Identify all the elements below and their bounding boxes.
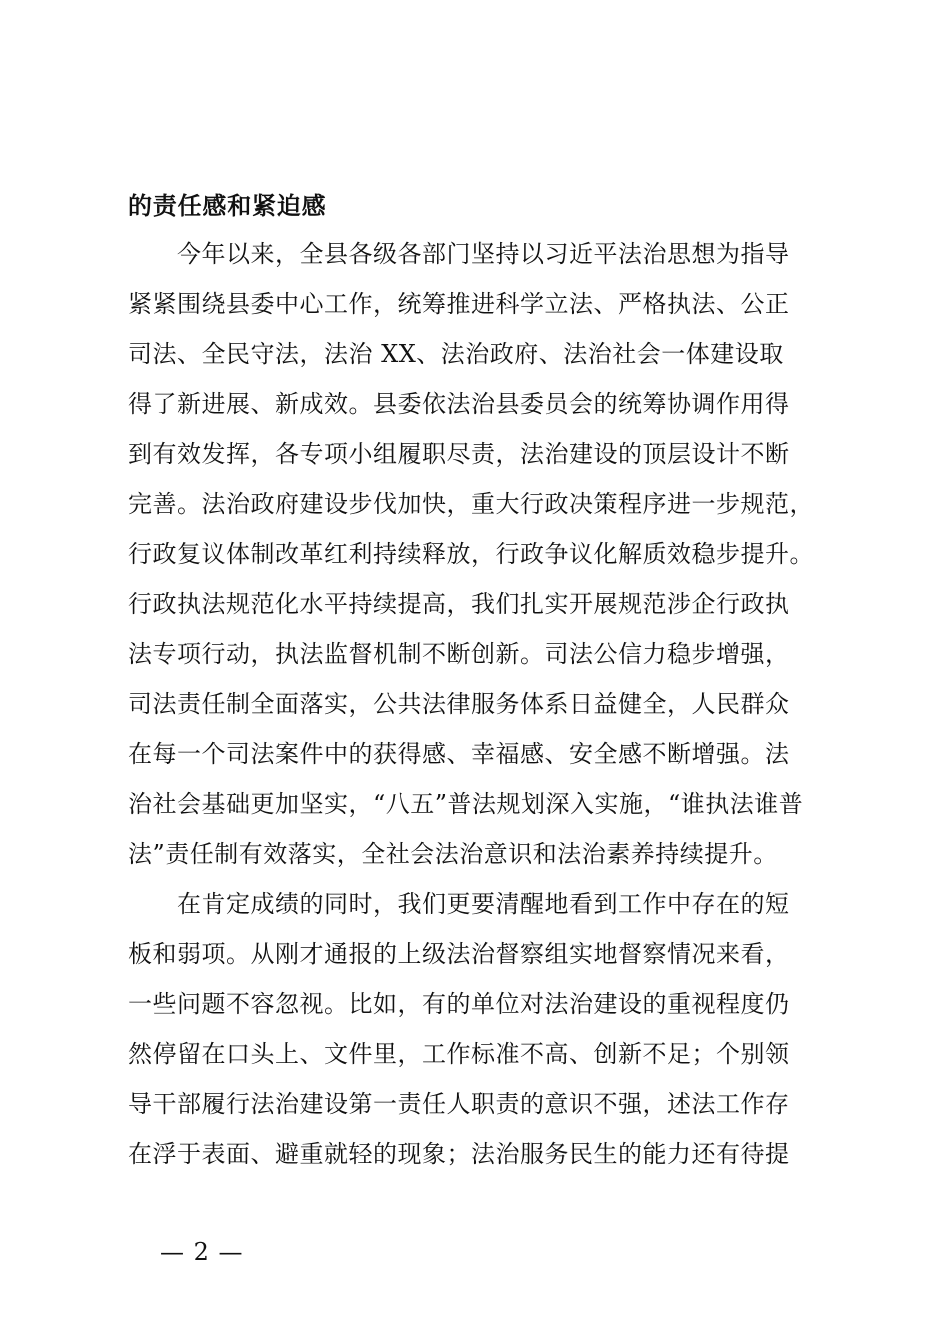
paragraph-2-line: 在浮于表面、避重就轻的现象；法治服务民生的能力还有待提 xyxy=(128,1140,790,1168)
paragraph-1-line: 完善。法治政府建设步伐加快，重大行政决策程序进一步规范， xyxy=(128,490,814,518)
paragraph-1-line: 法专项行动，执法监督机制不断创新。司法公信力稳步增强， xyxy=(128,640,790,668)
paragraph-1-line: 治社会基础更加坚实，“八五”普法规划深入实施，“谁执法谁普 xyxy=(128,790,804,818)
paragraph-2-line: 板和弱项。从刚才通报的上级法治督察组实地督察情况来看， xyxy=(128,940,790,968)
paragraph-1-line: 司法、全民守法，法治 XX、法治政府、法治社会一体建设取 xyxy=(128,340,784,368)
paragraph-1-line: 行政执法规范化水平持续提高，我们扎实开展规范涉企行政执 xyxy=(128,590,790,618)
paragraph-1-line: 到有效发挥，各专项小组履职尽责，法治建设的顶层设计不断 xyxy=(128,440,790,468)
paragraph-1-line: 在每一个司法案件中的获得感、幸福感、安全感不断增强。法 xyxy=(128,740,790,768)
paragraph-2-line: 导干部履行法治建设第一责任人职责的意识不强，述法工作存 xyxy=(128,1090,790,1118)
paragraph-1-line: 紧紧围绕县委中心工作，统筹推进科学立法、严格执法、公正 xyxy=(128,290,790,318)
paragraph-2-line: 然停留在口头上、文件里，工作标准不高、创新不足；个别领 xyxy=(128,1040,790,1068)
paragraph-1-line: 今年以来，全县各级各部门坚持以习近平法治思想为指导 xyxy=(177,240,790,268)
section-heading-tail: 的责任感和紧迫感 xyxy=(128,192,327,220)
paragraph-1-line: 司法责任制全面落实，公共法律服务体系日益健全，人民群众 xyxy=(128,690,790,718)
paragraph-1-line: 法”责任制有效落实，全社会法治意识和法治素养持续提升。 xyxy=(128,840,778,868)
paragraph-1-line: 行政复议体制改革红利持续释放，行政争议化解质效稳步提升。 xyxy=(128,540,814,568)
paragraph-2-line: 一些问题不容忽视。比如，有的单位对法治建设的重视程度仍 xyxy=(128,990,790,1018)
page-number: — 2 — xyxy=(160,1238,244,1266)
paragraph-1-line: 得了新进展、新成效。县委依法治县委员会的统筹协调作用得 xyxy=(128,390,790,418)
paragraph-2-line: 在肯定成绩的同时，我们更要清醒地看到工作中存在的短 xyxy=(177,890,790,918)
